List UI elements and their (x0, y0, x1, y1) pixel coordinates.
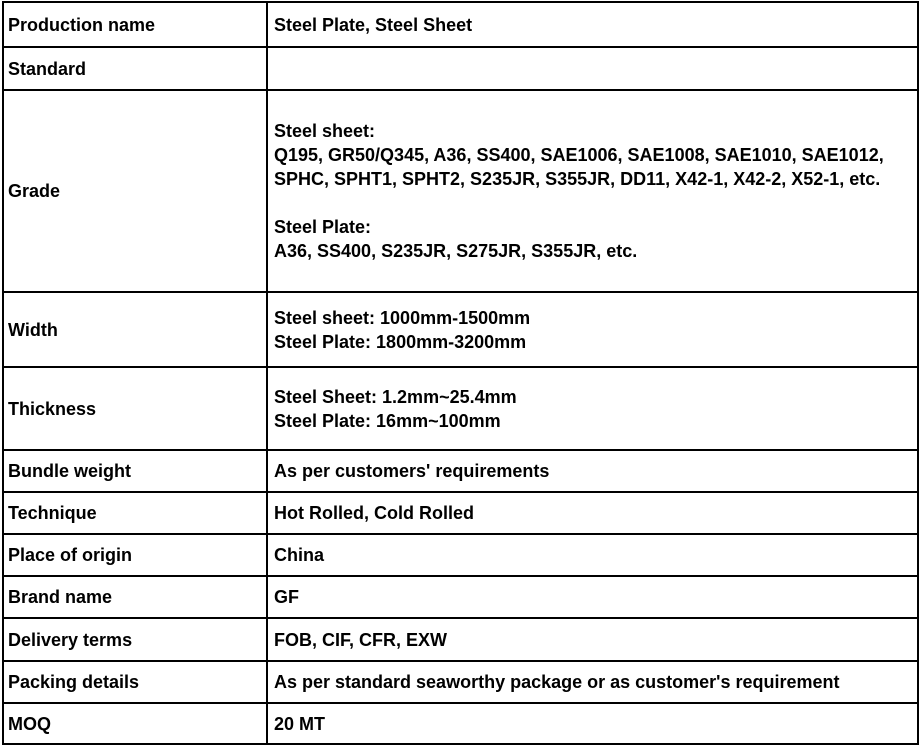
row-label-packing-details: Packing details (3, 661, 267, 703)
row-label-technique: Technique (3, 492, 267, 534)
row-value-place-of-origin: China (267, 534, 918, 576)
row-value-thickness (267, 367, 918, 450)
row-label-grade: Grade (3, 90, 267, 292)
row-label-place-of-origin: Place of origin (3, 534, 267, 576)
table-row (3, 618, 918, 661)
row-value-moq: 20 MT (267, 703, 918, 744)
grade-plate-heading: Steel Plate: (274, 217, 372, 237)
grade-sheet-line-2: SPHC, SPHT1, SPHT2, S235JR, S355JR, DD11, X42-1, X42-2, X52-1, etc. (274, 169, 881, 189)
row-value-brand-name: GF (267, 576, 918, 618)
table-row (3, 703, 918, 744)
row-value-bundle-weight: As per customers' requirements (267, 450, 918, 492)
row-label-brand-name: Brand name (3, 576, 267, 618)
row-label-thickness: Thickness (3, 367, 267, 450)
table-row (3, 534, 918, 576)
product-spec-table (2, 1, 919, 745)
thickness-line-2: Steel Plate: 16mm~100mm (274, 410, 501, 431)
row-value-width (267, 292, 918, 367)
grade-sheet-line-1: Q195, GR50/Q345, A36, SS400, SAE1006, SAE1008, SAE1010, SAE1012, (274, 145, 884, 165)
table-row (3, 450, 918, 492)
row-value-technique: Hot Rolled, Cold Rolled (267, 492, 918, 534)
row-label-bundle-weight: Bundle weight (3, 450, 267, 492)
table-row (3, 367, 918, 450)
row-label-width: Width (3, 292, 267, 367)
grade-sheet-heading: Steel sheet: (274, 121, 376, 141)
row-value-delivery-terms: FOB, CIF, CFR, EXW (267, 618, 918, 661)
table-row (3, 90, 918, 292)
grade-spacer (274, 191, 913, 215)
row-label-production-name: Production name (3, 2, 267, 47)
row-value-grade (267, 90, 918, 292)
row-value-packing-details: As per standard seaworthy package or as customer's requirement (267, 661, 918, 703)
row-label-moq: MOQ (3, 703, 267, 744)
width-line-1: Steel sheet: 1000mm-1500mm (274, 307, 531, 328)
table-row (3, 492, 918, 534)
row-value-production-name: Steel Plate, Steel Sheet (267, 2, 918, 47)
table-row (3, 2, 918, 47)
table-row (3, 47, 918, 90)
row-label-standard: Standard (3, 47, 267, 90)
width-line-2: Steel Plate: 1800mm-3200mm (274, 331, 527, 352)
table-row (3, 661, 918, 703)
row-value-standard (267, 47, 918, 90)
grade-plate-line-1: A36, SS400, S235JR, S275JR, S355JR, etc. (274, 241, 638, 261)
row-label-delivery-terms: Delivery terms (3, 618, 267, 661)
table-row (3, 292, 918, 367)
thickness-line-1: Steel Sheet: 1.2mm~25.4mm (274, 386, 517, 407)
table-row (3, 576, 918, 618)
